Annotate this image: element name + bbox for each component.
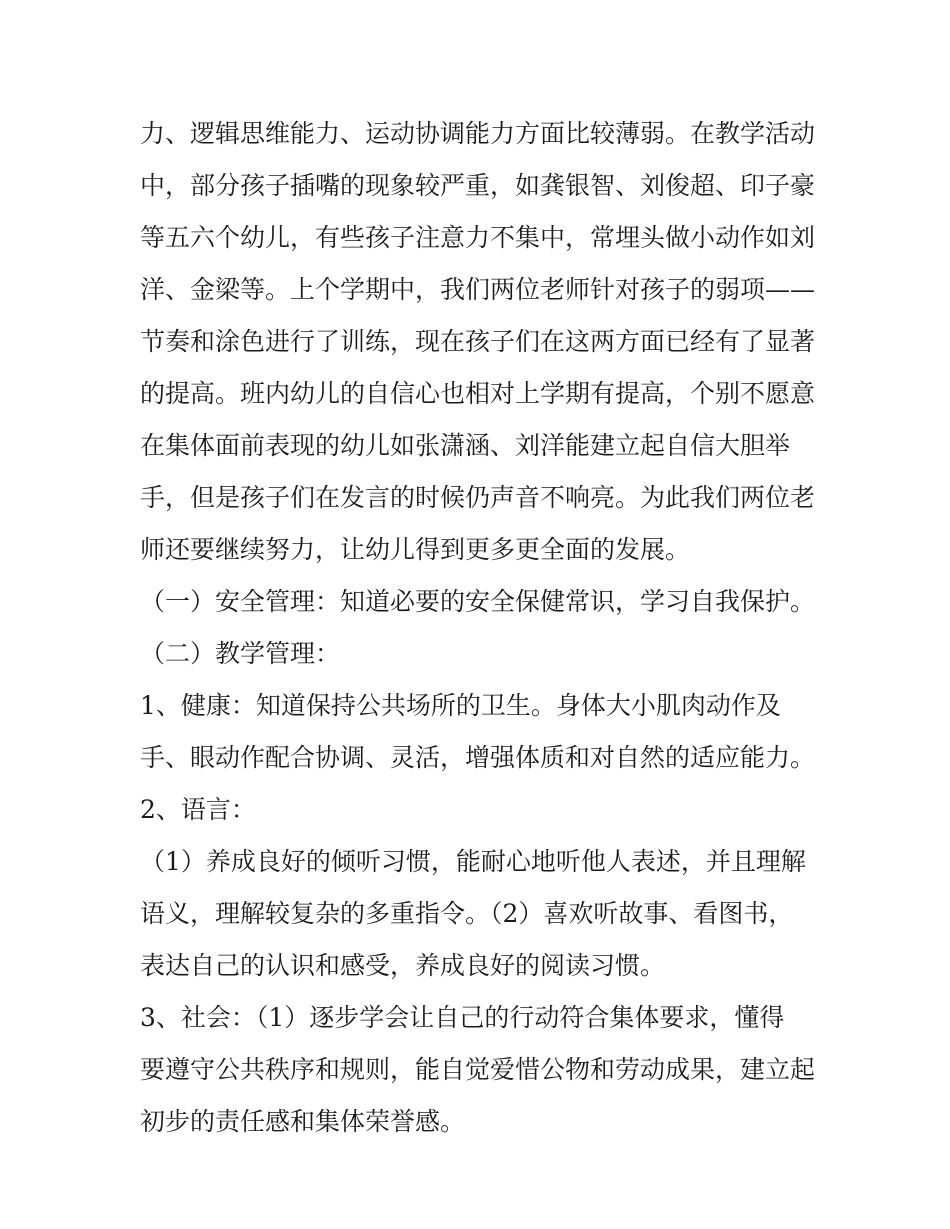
- text-line: 节奏和涂色进行了训练，现在孩子们在这两方面已经有了显著: [140, 327, 816, 356]
- text-line: 手、眼动作配合协调、灵活，增强体质和对自然的适应能力。: [140, 743, 816, 772]
- text-line: 表达自己的认识和感受，养成良好的阅读习惯。: [140, 951, 666, 980]
- text-line: 师还要继续努力，让幼儿得到更多更全面的发展。: [140, 535, 691, 564]
- text-line: （1）养成良好的倾听习惯，能耐心地听他人表述，并且理解: [140, 847, 806, 876]
- text-line: 力、逻辑思维能力、运动协调能力方面比较薄弱。在教学活动: [140, 119, 816, 148]
- item-health: 1、健康：知道保持公共场所的卫生。身体大小肌肉动作及: [140, 691, 781, 720]
- text-line: 语义，理解较复杂的多重指令。（2）喜欢听故事、看图书，: [140, 899, 794, 928]
- text-line: 等五六个幼儿，有些孩子注意力不集中，常埋头做小动作如刘: [140, 223, 816, 252]
- text-line: 的提高。班内幼儿的自信心也相对上学期有提高，个别不愿意: [140, 379, 816, 408]
- text-line: 在集体面前表现的幼儿如张潇涵、刘洋能建立起自信大胆举: [140, 431, 791, 460]
- document-body: [140, 108, 830, 1148]
- text-line: 初步的责任感和集体荣誉感。: [140, 1107, 466, 1136]
- item-social: 3、社会：（1）逐步学会让自己的行动符合集体要求，懂得: [140, 1003, 785, 1032]
- section-heading-teaching: （二）教学管理：: [140, 639, 341, 668]
- section-heading-safety: （一）安全管理：知道必要的安全保健常识，学习自我保护。: [140, 587, 816, 616]
- text-line: 手，但是孩子们在发言的时候仍声音不响亮。为此我们两位老: [140, 483, 816, 512]
- text-line: 中，部分孩子插嘴的现象较严重，如龚银智、刘俊超、印子豪: [140, 171, 816, 200]
- item-language: 2、语言：: [140, 795, 256, 824]
- text-line: 洋、金梁等。上个学期中，我们两位老师针对孩子的弱项——: [140, 275, 816, 304]
- text-line: 要遵守公共秩序和规则，能自觉爱惜公物和劳动成果，建立起: [140, 1055, 816, 1084]
